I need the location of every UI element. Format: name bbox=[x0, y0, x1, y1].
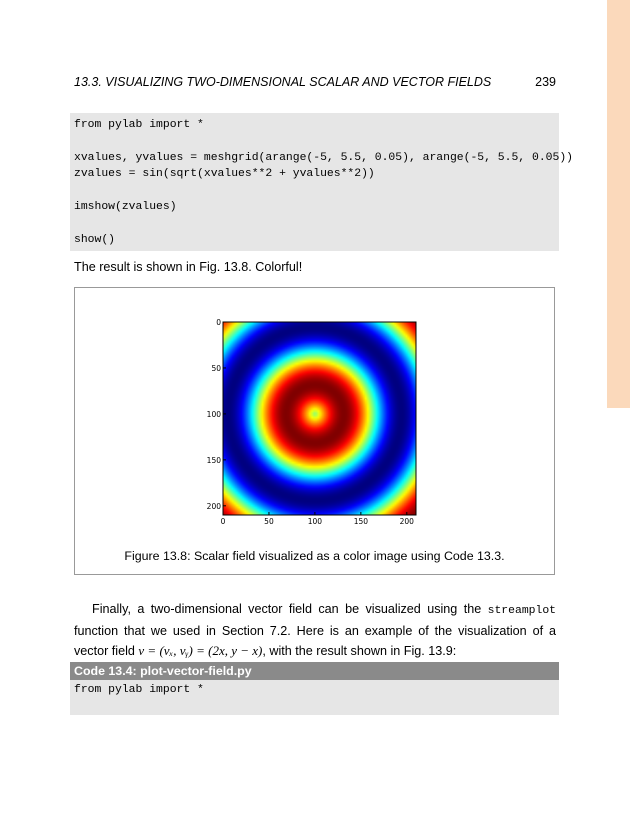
x-tick-label: 200 bbox=[399, 517, 414, 526]
code-line: xvalues, yvalues = meshgrid(arange(-5, 5.5, 0.05), arange(-5, 5.5, 0.05)) bbox=[74, 151, 573, 164]
body-paragraph bbox=[74, 600, 556, 662]
code-line bbox=[74, 133, 555, 149]
y-tick-label: 200 bbox=[206, 501, 221, 511]
y-tick-label: 50 bbox=[211, 363, 221, 373]
heatmap-image bbox=[223, 322, 416, 515]
code-line: from pylab import * bbox=[74, 119, 204, 131]
code-line: from pylab import * bbox=[74, 684, 204, 696]
section-title: 13.3. VISUALIZING TWO-DIMENSIONAL SCALAR AND VECTOR FIELDS bbox=[74, 75, 492, 89]
paragraph-text-2: function that we used in Section 7.2. Here is an example of the visualization of a vector field bbox=[74, 623, 556, 658]
inline-code-streamplot: streamplot bbox=[487, 605, 556, 617]
y-tick-label: 150 bbox=[206, 455, 221, 465]
figure-caption: Figure 13.8: Scalar field visualized as a color image using Code 13.3. bbox=[124, 549, 505, 563]
x-tick-label: 100 bbox=[307, 517, 323, 526]
code-line: zvalues = sin(sqrt(xvalues**2 + yvalues**2)) bbox=[74, 168, 375, 181]
scalar-field-plot bbox=[75, 288, 554, 538]
paragraph-text-1: Finally, a two-dimensional vector field can be visualized using the bbox=[92, 602, 488, 616]
vector-field-formula: v = (vₓ, vᵧ) = (2x, y − x) bbox=[138, 643, 263, 658]
code-line: show() bbox=[74, 233, 116, 246]
y-tick-label: 0 bbox=[216, 318, 221, 327]
paragraph-text-3: , with the result shown in Fig. 13.9: bbox=[262, 644, 457, 658]
side-thumb-tab bbox=[607, 0, 630, 408]
code-listing-title: Code 13.4: plot-vector-field.py bbox=[70, 662, 559, 680]
result-text: The result is shown in Fig. 13.8. Colorful! bbox=[74, 260, 303, 274]
running-header bbox=[74, 75, 556, 89]
code-line: imshow(zvalues) bbox=[74, 200, 177, 213]
x-tick-label: 0 bbox=[220, 517, 226, 526]
figure-13-8 bbox=[74, 287, 555, 575]
code-line bbox=[74, 183, 555, 199]
y-tick-label: 100 bbox=[206, 409, 221, 419]
code-block-13-3 bbox=[70, 113, 573, 251]
code-block-13-4 bbox=[70, 680, 559, 715]
x-tick-label: 50 bbox=[264, 517, 274, 526]
page-number: 239 bbox=[535, 75, 556, 89]
code-line bbox=[74, 215, 555, 231]
x-tick-label: 150 bbox=[353, 517, 369, 526]
